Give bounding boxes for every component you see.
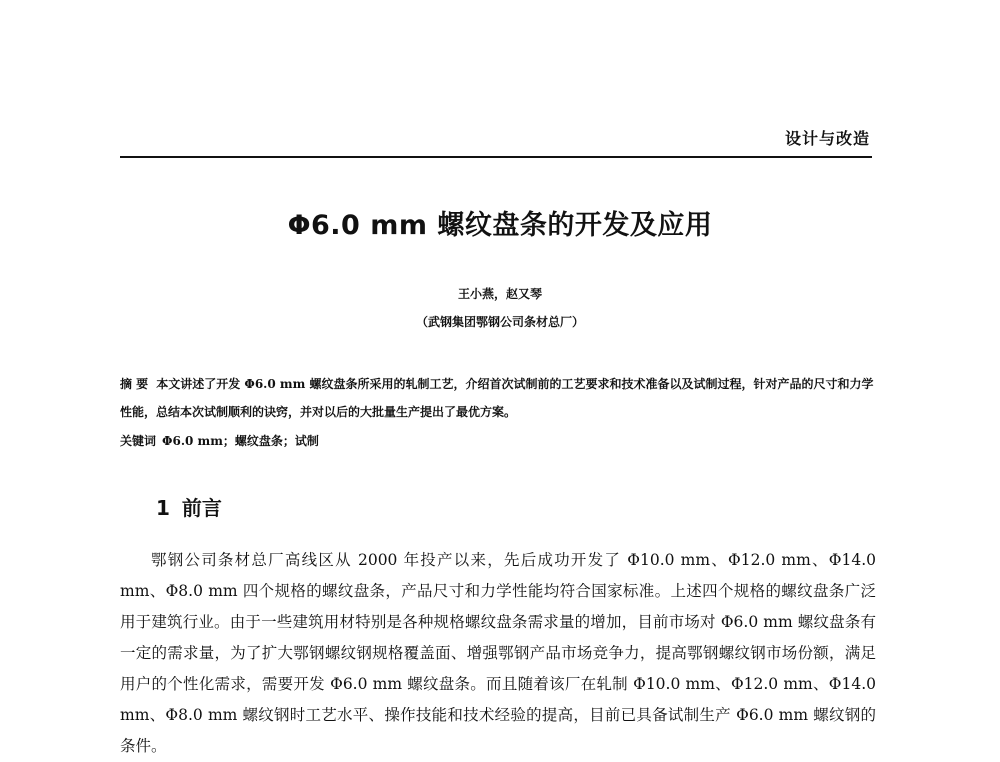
abstract bbox=[120, 370, 876, 426]
paper-title: Φ6.0 mm 螺纹盘条的开发及应用 bbox=[287, 210, 713, 241]
abstract-text: 本文讲述了开发 Φ6.0 mm 螺纹盘条所采用的轧制工艺，介绍首次试制前的工艺要求和技术准备以及试制过程，针对产品的尺寸和力学性能，总结本次试制顺利的诀窍，并对以后的大批量生产提出了最优方案。 bbox=[120, 377, 874, 419]
abstract-label: 摘 要 bbox=[120, 377, 149, 391]
keywords bbox=[120, 432, 876, 449]
section-number: 1 bbox=[156, 496, 170, 520]
paper-authors: 王小燕，赵又琴 bbox=[457, 287, 542, 301]
body-paragraph: 鄂钢公司条材总厂高线区从 2000 年投产以来，先后成功开发了 Φ10.0 mm、Φ12.0 mm、Φ14.0 mm、Φ8.0 mm 四个规格的螺纹盘条，产品尺寸和力学性能均符合国家标准。上述四个规格的螺纹盘条广泛用于建筑行业。由于一些建筑用材特别是各种规格螺纹盘条需求量的增加，目前市场对 Φ6.0 mm 螺纹盘条有一定的需求量，为了扩大鄂钢螺纹钢规格覆盖面、增强鄂钢产品市场竞争力，提高鄂钢螺纹钢市场份额，满足用户的个性化需求，需要开发 Φ6.0 mm 螺纹盘条。而且随着该厂在轧制 Φ10.0 mm、Φ12.0 mm、Φ14.0 mm、Φ8.0 mm 螺纹钢时工艺水平、操作技能和技术经验的提高，目前已具备试制生产 Φ6.0 mm 螺纹钢的条件。 bbox=[120, 551, 876, 755]
keywords-label: 关键词 bbox=[120, 434, 157, 448]
keywords-text: Φ6.0 mm；螺纹盘条；试制 bbox=[162, 434, 319, 448]
paper-affiliation: （武钢集团鄂钢公司条材总厂） bbox=[415, 315, 584, 329]
section-title: 前言 bbox=[181, 496, 222, 520]
journal-section-label: 设计与改造 bbox=[784, 129, 870, 148]
header-rule bbox=[120, 156, 872, 158]
section-heading bbox=[156, 492, 222, 521]
